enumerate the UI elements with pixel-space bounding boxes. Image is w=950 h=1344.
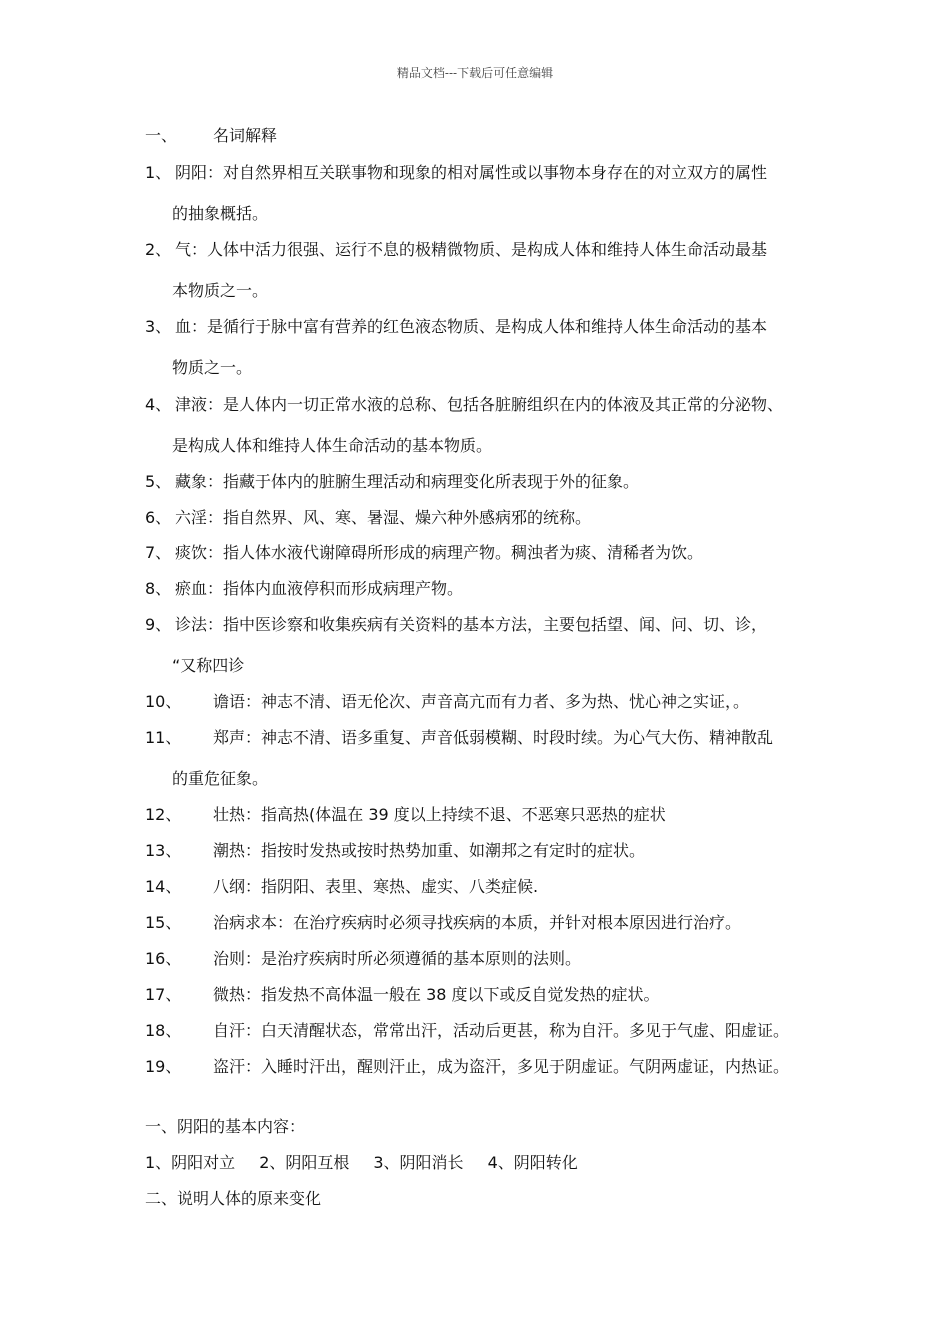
- definition-item: [145, 985, 660, 1005]
- definition-text: 盗汗：入睡时汗出，醒则汗止，成为盗汗，多见于阴虚证。气阴两虚证，内热证。: [213, 1057, 790, 1076]
- body-change-heading: 二、说明人体的原来变化: [145, 1189, 322, 1208]
- definition-item: [145, 508, 591, 528]
- definition-continuation: 物质之一。: [172, 358, 253, 377]
- definition-number: 8、: [145, 579, 172, 598]
- yinyang-item: 3、阴阳消长: [373, 1153, 464, 1172]
- definition-text: 治则：是治疗疾病时所必须遵循的基本原则的法则。: [213, 949, 582, 968]
- definition-number: 9、: [145, 615, 172, 634]
- yinyang-heading: 一、阴阳的基本内容：: [145, 1117, 306, 1136]
- definition-text: 诊法：指中医诊察和收集疾病有关资料的基本方法，主要包括望、闻、问、切、诊，: [175, 615, 768, 634]
- definition-number: 10、: [145, 692, 182, 711]
- definition-item: [145, 317, 767, 337]
- definition-number: 14、: [145, 877, 182, 896]
- definition-number: 18、: [145, 1021, 182, 1040]
- definition-number: 13、: [145, 841, 182, 860]
- definition-number: 1、: [145, 163, 172, 182]
- definition-continuation: 的重危征象。: [172, 769, 269, 788]
- definition-number: 19、: [145, 1057, 182, 1076]
- definition-item: [145, 1057, 789, 1077]
- definition-item: [145, 240, 767, 260]
- definition-continuation: 的抽象概括。: [172, 204, 269, 223]
- yinyang-items: [145, 1153, 578, 1173]
- definition-item: [145, 805, 666, 825]
- definition-item: [145, 163, 767, 183]
- definition-text: 壮热：指高热(体温在 39 度以上持续不退、不恶寒只恶热的症状: [213, 805, 666, 824]
- definition-text: 潮热：指按时发热或按时热势加重、如潮邦之有定时的症状。: [213, 841, 646, 860]
- definition-continuation: 本物质之一。: [172, 281, 269, 300]
- definition-number: 6、: [145, 508, 172, 527]
- definition-text: 气：人体中活力很强、运行不息的极精微物质、是构成人体和维持人体生命活动最基: [175, 240, 768, 259]
- section-number: 一、: [145, 126, 178, 145]
- yinyang-item: 1、阴阳对立: [145, 1153, 236, 1172]
- definition-number: 2、: [145, 240, 172, 259]
- section-heading: [145, 126, 277, 146]
- definition-item: [145, 395, 783, 415]
- definition-number: 17、: [145, 985, 182, 1004]
- definition-text: 血：是循行于脉中富有营养的红色液态物质、是构成人体和维持人体生命活动的基本: [175, 317, 768, 336]
- section-title: 名词解释: [213, 126, 278, 145]
- definition-item: [145, 543, 703, 563]
- definition-item: [145, 615, 767, 635]
- definition-continuation: “又称四诊: [172, 656, 245, 675]
- definition-text: 阴阳：对自然界相互关联事物和现象的相对属性或以事物本身存在的对立双方的属性: [175, 163, 768, 182]
- definition-text: 六淫：指自然界、风、寒、暑湿、燥六种外感病邪的统称。: [175, 508, 592, 527]
- definition-number: 3、: [145, 317, 172, 336]
- definition-item: [145, 728, 773, 748]
- definition-item: [145, 841, 645, 861]
- definition-number: 7、: [145, 543, 172, 562]
- definition-text: 谵语：神志不清、语无伦次、声音高亢而有力者、多为热、忧心神之实证，。: [213, 692, 750, 711]
- definition-item: [145, 472, 639, 492]
- definition-text: 痰饮：指人体水液代谢障碍所形成的病理产物。稠浊者为痰、清稀者为饮。: [175, 543, 704, 562]
- definition-text: 自汗：白天清醒状态，常常出汗，活动后更甚，称为自汗。多见于气虚、阳虚证。: [213, 1021, 790, 1040]
- definition-text: 郑声：神志不清、语多重复、声音低弱模糊、时段时续。为心气大伤、精神散乱: [213, 728, 774, 747]
- definition-number: 16、: [145, 949, 182, 968]
- definition-text: 八纲：指阴阳、表里、寒热、虚实、八类症候.: [213, 877, 539, 896]
- definition-text: 微热：指发热不高体温一般在 38 度以下或反自觉发热的症状。: [213, 985, 660, 1004]
- definition-item: [145, 692, 749, 712]
- definition-number: 4、: [145, 395, 172, 414]
- definition-item: [145, 579, 463, 599]
- definition-item: [145, 913, 741, 933]
- definition-text: 瘀血：指体内血液停积而形成病理产物。: [175, 579, 464, 598]
- definition-item: [145, 949, 581, 969]
- yinyang-item: 4、阴阳转化: [487, 1153, 578, 1172]
- definition-number: 15、: [145, 913, 182, 932]
- definition-text: 津液：是人体内一切正常水液的总称、包括各脏腑组织在内的体液及其正常的分泌物、: [175, 395, 784, 414]
- definition-continuation: 是构成人体和维持人体生命活动的基本物质。: [172, 436, 493, 455]
- definition-number: 12、: [145, 805, 182, 824]
- definition-item: [145, 1021, 789, 1041]
- definition-number: 11、: [145, 728, 182, 747]
- definition-number: 5、: [145, 472, 172, 491]
- definition-text: 藏象：指藏于体内的脏腑生理活动和病理变化所表现于外的征象。: [175, 472, 640, 491]
- definition-item: [145, 877, 538, 897]
- definition-text: 治病求本：在治疗疾病时必须寻找疾病的本质，并针对根本原因进行治疗。: [213, 913, 742, 932]
- page-header: 精品文档---下载后可任意编辑: [396, 66, 554, 80]
- yinyang-item: 2、阴阳互根: [259, 1153, 350, 1172]
